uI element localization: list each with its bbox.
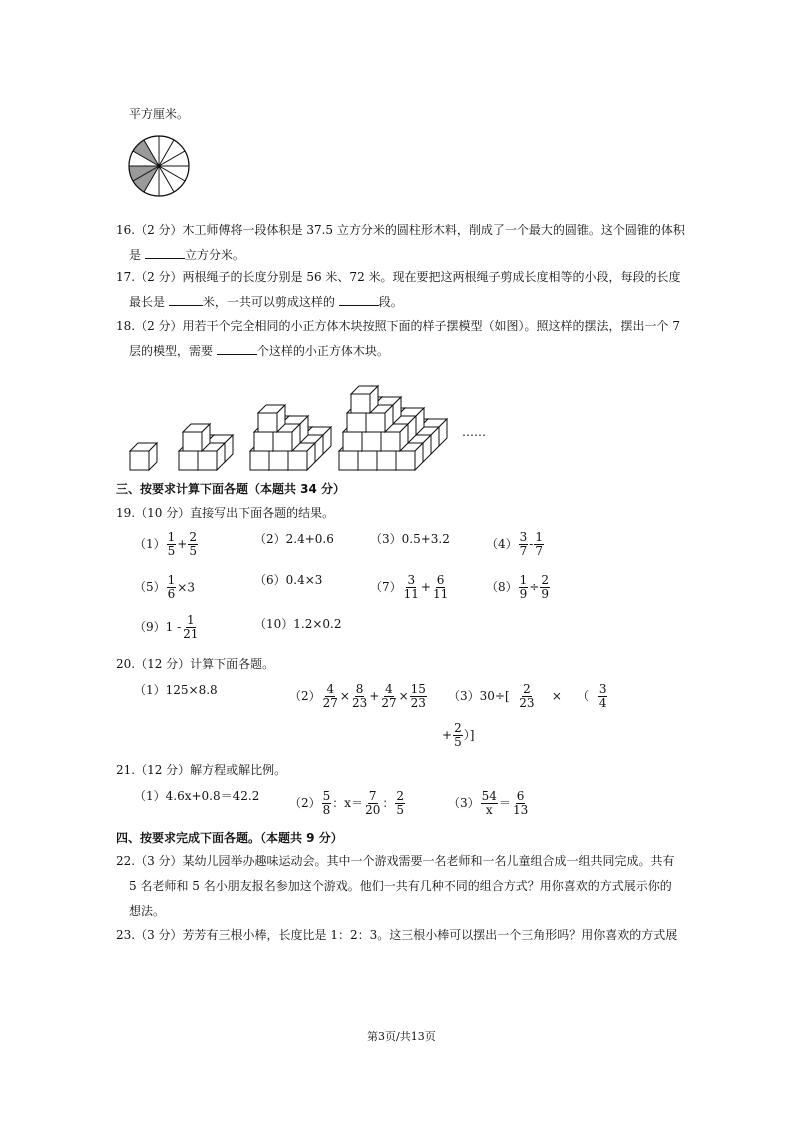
cube-stacks bbox=[130, 386, 447, 470]
divided-circle-figure bbox=[127, 134, 191, 198]
q17-blank-length[interactable] bbox=[169, 293, 203, 306]
q17-blank-count[interactable] bbox=[339, 293, 379, 306]
q19-item8: （8） $\frac{1}{9}$ ÷ $\frac{2}{9}$ bbox=[486, 573, 549, 601]
figure-ellipsis: …… bbox=[462, 425, 486, 439]
q16-line2: 是 立方分米。 bbox=[129, 248, 245, 262]
q22-line2: 5 名老师和 5 名小朋友报名参加这个游戏。他们一共有几种不同的组合方式？用你喜欢的方式展示你的 bbox=[129, 879, 672, 893]
q22-line1: 22.（3 分）某幼儿园举办趣味运动会。其中一个游戏需要一名老师和一名儿童组合成一组共同完成。共有 bbox=[116, 854, 675, 868]
q21-item2: （2） $\frac{5}{8}$ ：x＝ $\frac{7}{20}$ ： $\frac{2}{5}$ bbox=[289, 789, 404, 817]
q18-line2: 层的模型，需要 个这样的小正方体木块。 bbox=[129, 344, 389, 358]
q21-item3: （3） $\frac{54}{x}$ ＝ $\frac{6}{13}$ bbox=[448, 789, 529, 817]
q20-item2: （2） $\frac{4}{27}$ × $\frac{8}{23}$ + $\frac{4}{27}$ × $\frac{15}{23}$ bbox=[289, 682, 426, 710]
q19-item2: （2）2.4+0.6 bbox=[254, 532, 334, 546]
section-3-heading: 三、按要求计算下面各题（本题共 34 分） bbox=[116, 482, 346, 496]
prev-question-tail: 平方厘米。 bbox=[129, 107, 190, 121]
q19-item10: （10）1.2×0.2 bbox=[254, 617, 342, 631]
q23-line1: 23.（3 分）芳芳有三根小棒，长度比是 1：2：3。这三根小棒可以摆出一个三角形吗？用你喜欢的方式展 bbox=[116, 928, 678, 942]
q16-line1: 16.（2 分）木工师傅将一段体积是 37.5 立方分米的圆柱形木料，削成了一个最大的圆锥。这个圆锥的体积 bbox=[116, 223, 685, 237]
q18-line1: 18.（2 分）用若干个完全相同的小正方体木块按照下面的样子摆模型（如图）。照这样的摆法，摆出一个 7 bbox=[116, 319, 680, 333]
q17-line1: 17.（2 分）两根绳子的长度分别是 56 米、72 米。现在要把这两根绳子剪成长度相等的小段，每段的长度 bbox=[116, 270, 681, 284]
q20-item3: （3）30÷[ $\frac{2}{23}$ × （ $\frac{3}{4}$ bbox=[448, 682, 607, 710]
q19-item6: （6）0.4×3 bbox=[254, 573, 323, 587]
q19-item3: （3）0.5+3.2 bbox=[370, 532, 450, 546]
q21-item1: （1）4.6x+0.8＝42.2 bbox=[134, 789, 260, 803]
cube bbox=[258, 405, 285, 432]
cube bbox=[351, 386, 378, 413]
q21-title: 21.（12 分）解方程或解比例。 bbox=[116, 763, 287, 777]
q19-item7: （7） $\frac{3}{11}$ + $\frac{6}{11}$ bbox=[370, 573, 449, 601]
q19-item9: （9）1 - $\frac{1}{21}$ bbox=[134, 613, 199, 641]
q20-title: 20.（12 分）计算下面各题。 bbox=[116, 657, 275, 671]
q19-title: 19.（10 分）直接写出下面各题的结果。 bbox=[116, 506, 335, 520]
q18-answer-blank[interactable] bbox=[217, 342, 257, 355]
cube bbox=[183, 424, 210, 451]
cube-models-figure bbox=[120, 362, 450, 474]
q19-item4: （4） $\frac{3}{7}$ - $\frac{1}{7}$ bbox=[486, 530, 543, 558]
q17-line2: 最长是 米，一共可以剪成这样的 段。 bbox=[129, 295, 403, 309]
q19-item5: （5） $\frac{1}{6}$ ×3 bbox=[134, 573, 195, 601]
q16-answer-blank[interactable] bbox=[145, 246, 185, 259]
page-footer: 第3页/共13页 bbox=[367, 1030, 436, 1043]
q19-item1: （1） $\frac{1}{5}$ + $\frac{2}{5}$ bbox=[134, 530, 197, 558]
q22-line3: 想法。 bbox=[129, 904, 166, 918]
cube bbox=[130, 443, 157, 470]
section-4-heading: 四、按要求完成下面各题。（本题共 9 分） bbox=[116, 831, 343, 845]
q20-item3-continued: + $\frac{2}{5}$ ）] bbox=[442, 721, 475, 749]
q20-item1: （1）125×8.8 bbox=[134, 683, 218, 697]
